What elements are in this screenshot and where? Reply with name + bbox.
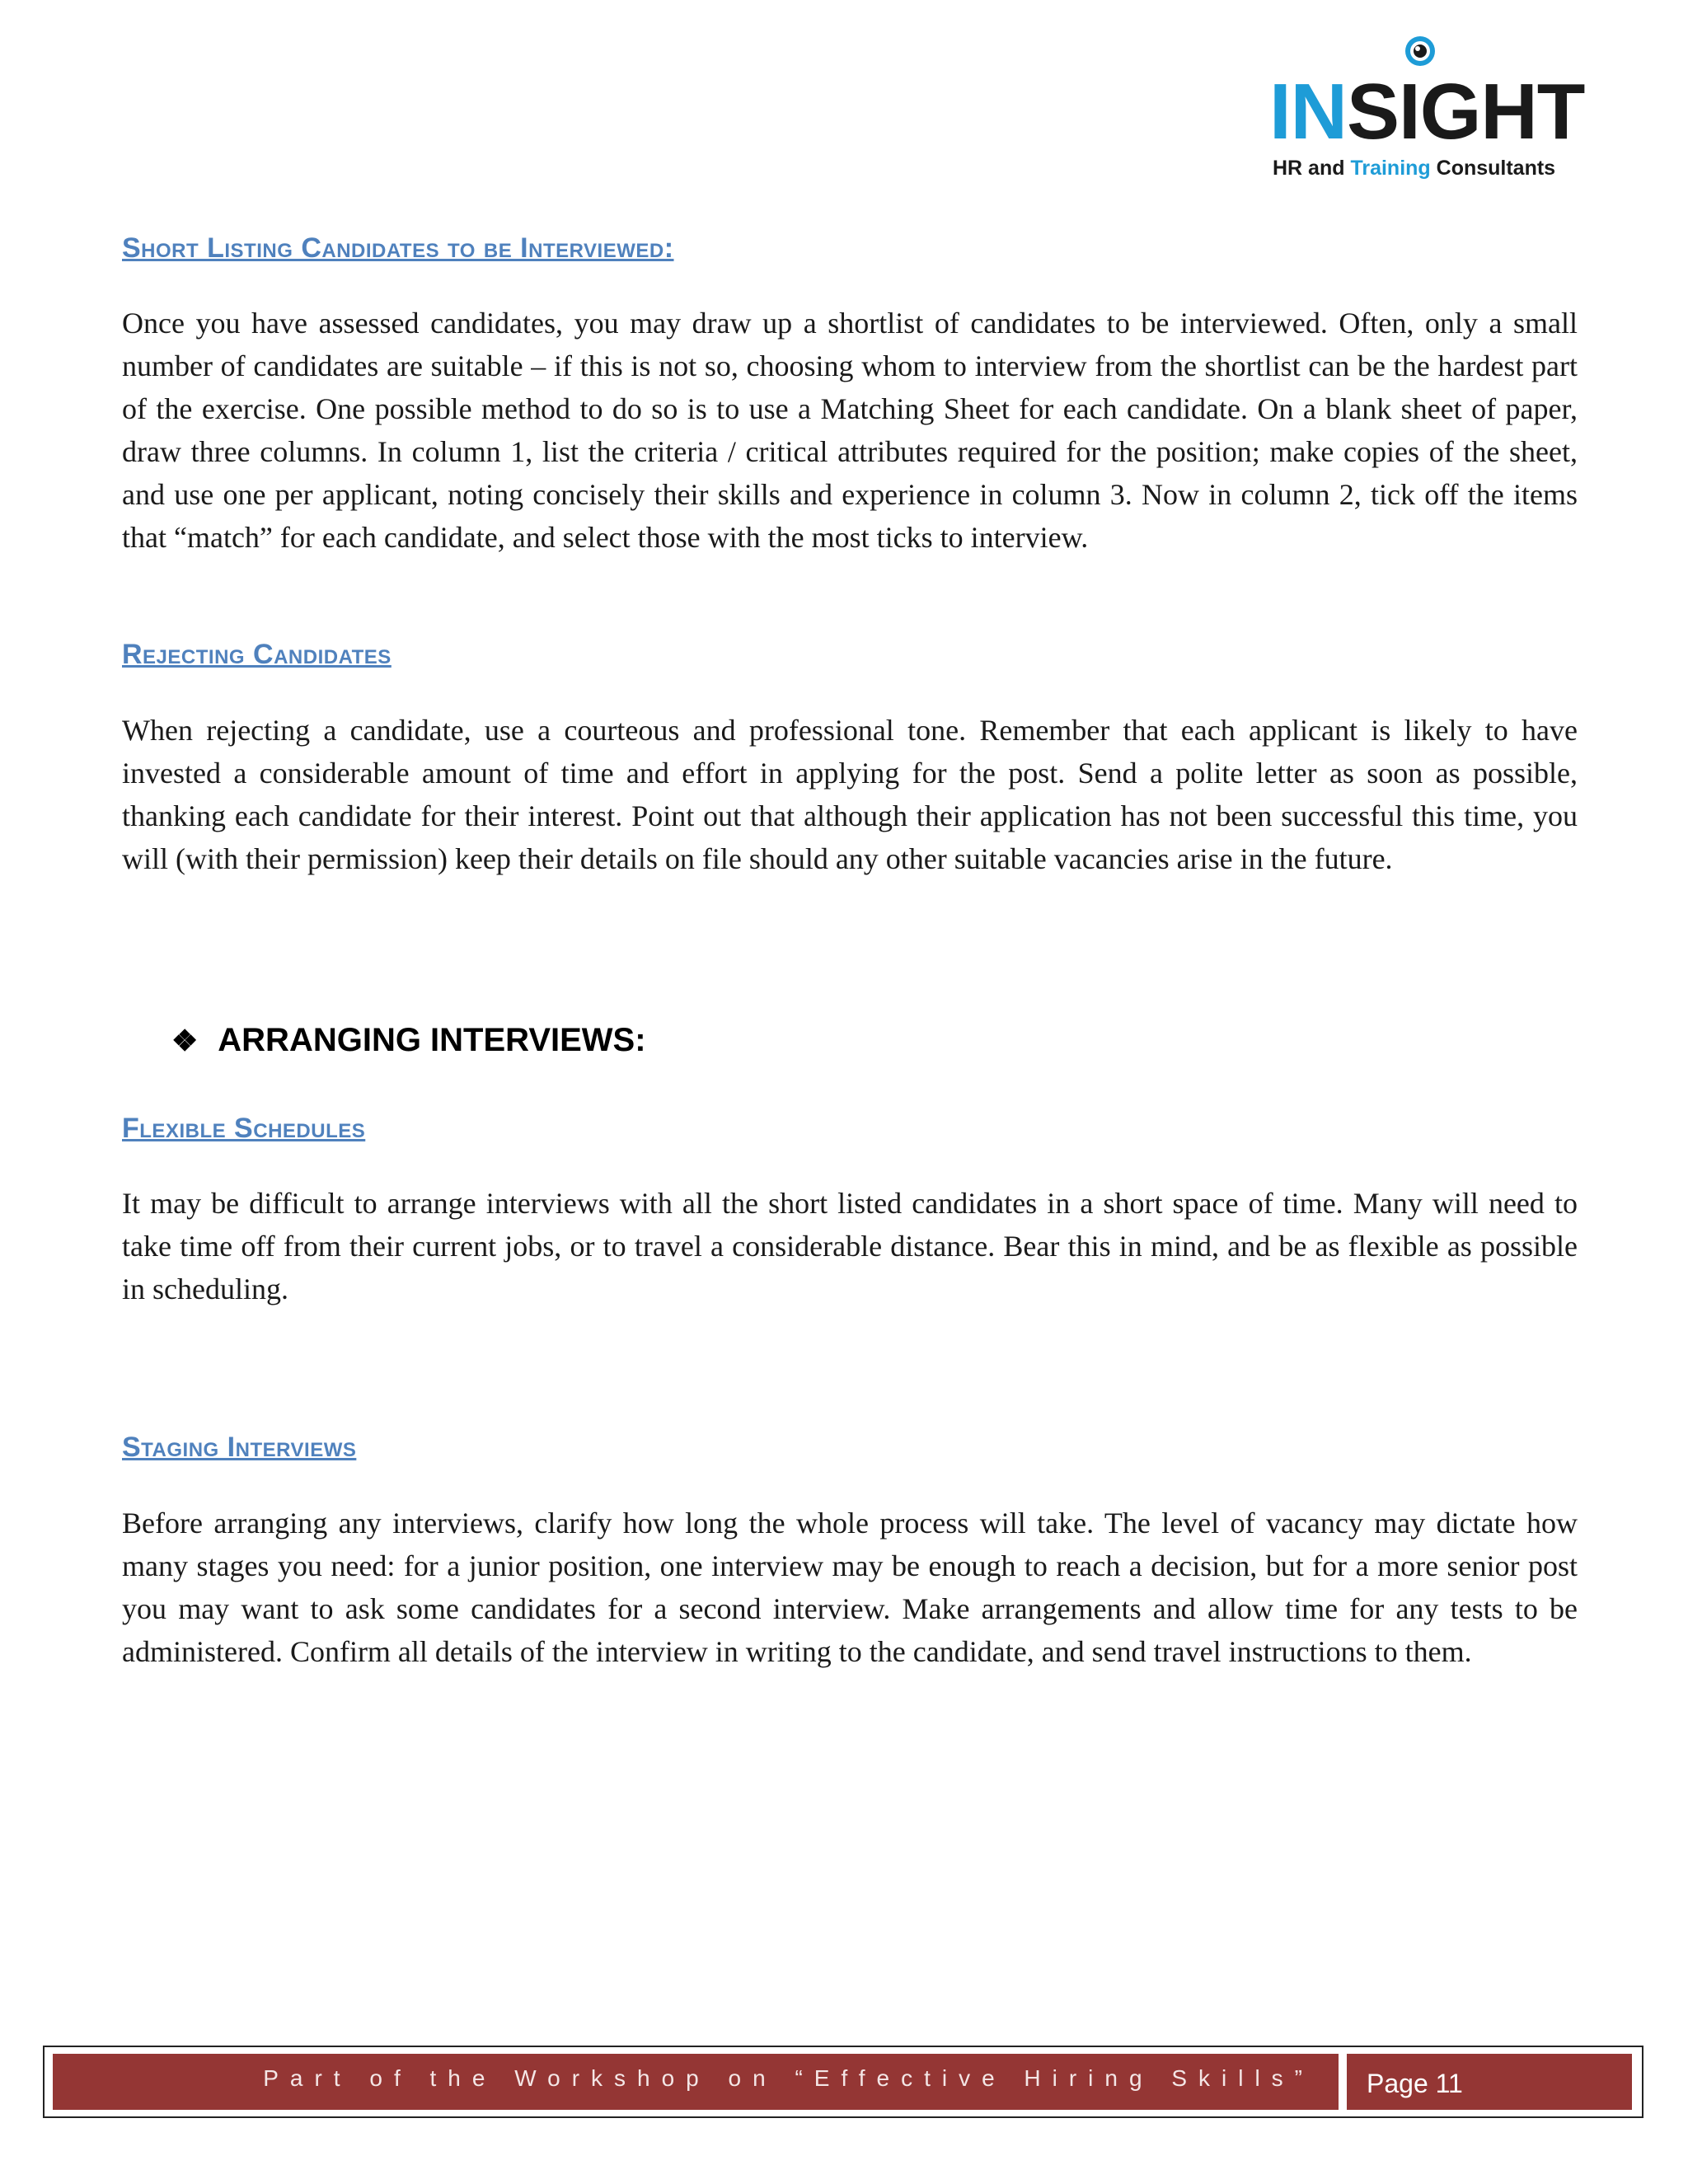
footer-workshop-text: Part of the Workshop on “Effective Hiring Skills” — [263, 2065, 1314, 2091]
footer-bar — [53, 2054, 1339, 2110]
logo-tagline-part2: Consultants — [1430, 157, 1556, 180]
paragraph-rejecting-candidates: When rejecting a candidate, use a courteous and professional tone. Remember that each applicant is likely to have invested a considerable amount of time and effort in applying for the post. Send a polite letter as soon as possible, thanking each candidate for their interest. Point out that although their application has not been successful this time, you will (with their permission) keep their details on file should any other suitable vacancies arise in the future. — [122, 714, 1578, 875]
paragraph-flexible-schedules: It may be difficult to arrange interviews with all the short listed candidates in a short space of time. Many will need to take time off from their current jobs, or to travel a considerable distance. Bear this in mind, and be as flexible as possible in scheduling. — [122, 1187, 1578, 1305]
logo-wordmark — [1269, 68, 1585, 156]
logo-tagline — [1273, 157, 1555, 180]
logo-tagline-highlight: Training — [1350, 157, 1431, 180]
paragraph-short-listing: Once you have assessed candidates, you may draw up a shortlist of candidates to be interviewed. Often, only a small number of candidates are suitable – if this is not so, choosing whom to interview from the shortlist can be the hardest part of the exercise. One possible method to do so is to use a Matching Sheet for each candidate. On a blank sheet of paper, draw three columns. In column 1, list the criteria / critical attributes required for the position; make copies of the sheet, and use one per applicant, noting concisely their skills and experience in column 3. Now in column 2, tick off the items that “match” for each candidate, and select those with the most ticks to interview. — [122, 307, 1578, 554]
heading-rejecting-candidates: Rejecting Candidates — [122, 639, 392, 670]
paragraph-staging-interviews: Before arranging any interviews, clarify how long the whole process will take. The level of vacancy may dictate how many stages you need: for a junior position, one interview may be enough to reach a decision, but for a more senior post you may want to ask some candidates for a second interview. Make arrangements and allow time for any tests to be administered. Confirm all details of the interview in writing to the candidate, and send travel instructions to them. — [122, 1507, 1578, 1668]
footer-page-box — [1347, 2054, 1632, 2110]
heading-short-listing: Short Listing Candidates to be Interviewed: — [122, 232, 674, 264]
heading-flexible-schedules: Flexible Schedules — [122, 1113, 366, 1144]
heading-staging-interviews: Staging Interviews — [122, 1432, 357, 1463]
logo-word-sight: SIGHT — [1347, 68, 1585, 156]
diamond-bullet-icon: ❖ — [171, 1023, 199, 1057]
page-number: Page 11 — [1367, 2069, 1463, 2098]
arranging-interviews-label: ARRANGING INTERVIEWS: — [218, 1022, 646, 1058]
logo-word-in: IN — [1269, 68, 1347, 156]
page-footer — [43, 2046, 1643, 2118]
logo-tagline-part1: HR and — [1273, 157, 1351, 180]
eye-icon — [1404, 35, 1437, 68]
company-logo — [1269, 33, 1615, 180]
heading-arranging-interviews — [171, 1022, 646, 1059]
